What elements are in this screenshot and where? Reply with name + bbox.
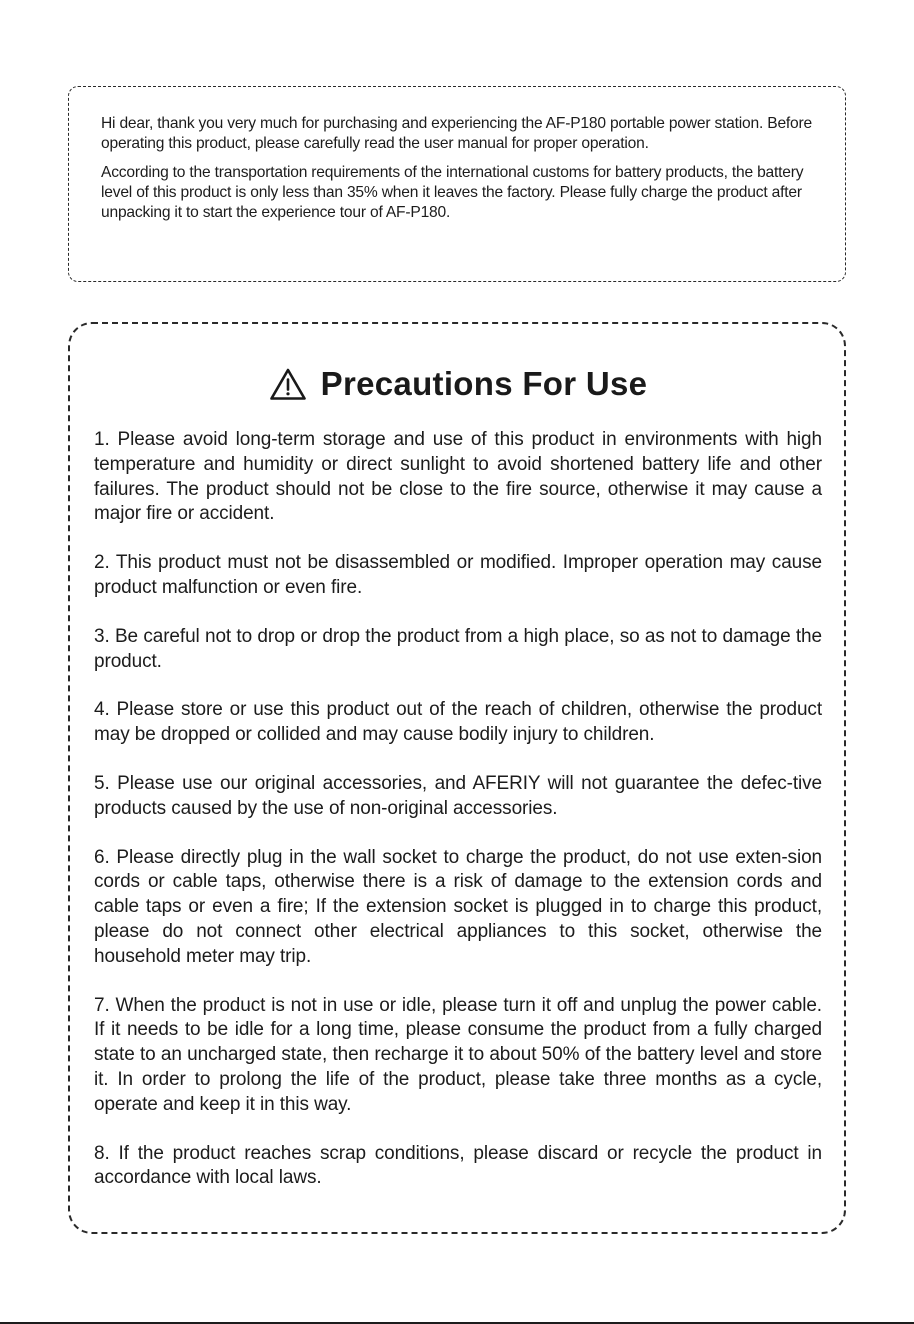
precautions-title: Precautions For Use — [320, 365, 648, 402]
warning-triangle-icon — [269, 367, 307, 401]
precaution-item-6: 6. Please directly plug in the wall socket to charge the product, do not use exten-sion cords or cable taps, otherwise there is a risk of damage to the extension cords and cable taps or even a fire; If the extension socket is plugged in to charge this product, please do not connect other electrical appliances to this socket, otherwise the household meter may trip. — [94, 846, 822, 967]
precaution-item-8: 8. If the product reaches scrap conditions, please discard or recycle the product in accordance with local laws. — [94, 1142, 822, 1189]
precaution-item-7: 7. When the product is not in use or idle, please turn it off and unplug the power cable. If it needs to be idle for a long time, please consume the product from a fully charged state to an uncharged state, then recharge it to about 50% of the battery level and store it. In order to prolong the life of the product, please take three months as a cycle, operate and keep it in this way. — [94, 994, 822, 1115]
intro-paragraph-1: Hi dear, thank you very much for purchasing and experiencing the AF-P180 portable power station. Before operating this product, please carefully read the user manual for proper operation. — [101, 115, 812, 152]
precaution-item-5: 5. Please use our original accessories, and AFERIY will not guarantee the defec-tive products caused by the use of non-original accessories. — [94, 772, 822, 819]
precautions-header — [94, 362, 822, 406]
precaution-item-2: 2. This product must not be disassembled or modified. Improper operation may cause product malfunction or even fire. — [94, 552, 822, 598]
precaution-item-4: 4. Please store or use this product out of the reach of children, otherwise the product may be dropped or collided and may cause bodily injury to children. — [94, 699, 822, 746]
intro-paragraph-2: According to the transportation requirements of the international customs for battery products, the battery level of this product is only less than 35% when it leaves the factory. Please fully charge the product after unpacking it to start the experience tour of AF-P180. — [101, 164, 804, 221]
intro-notice-box — [68, 86, 846, 282]
precautions-box — [68, 322, 846, 1234]
precaution-item-1: 1. Please avoid long-term storage and use of this product in environments with high temperature and humidity or direct sunlight to avoid shortened battery life and other failures. The product should not be close to the fire source, otherwise it may cause a major fire or accident. — [94, 429, 822, 525]
precaution-item-3: 3. Be careful not to drop or drop the product from a high place, so as not to damage the product. — [94, 625, 822, 672]
